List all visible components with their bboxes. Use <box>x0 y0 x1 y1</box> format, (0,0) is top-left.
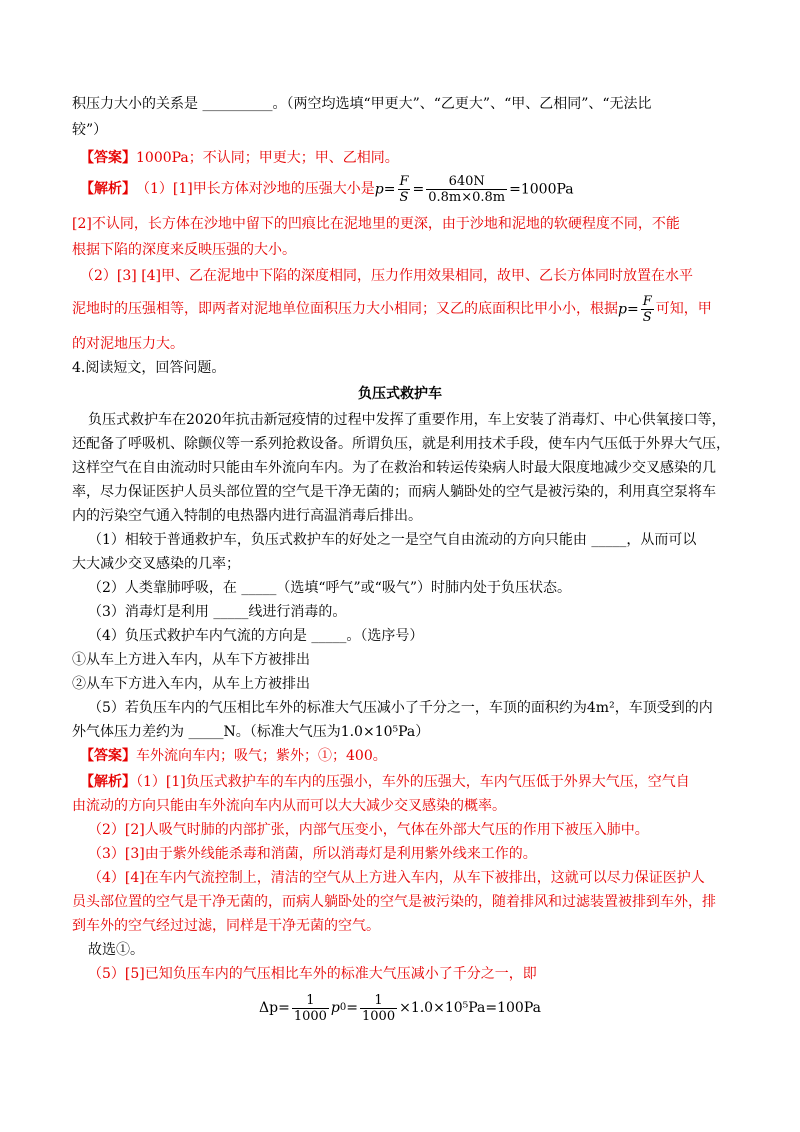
analysis-line <box>72 292 732 326</box>
fraction-denominator: S <box>642 309 652 325</box>
sub-question-5: （5）若负压车内的气压相比车外的标准大气压减小了千分之一，车顶的面积约为4m²，车顶受到的内 <box>88 700 713 716</box>
sub-question-2: （2）人类靠肺呼吸，在 _____（选填“呼气”或“吸气”）时肺内处于负压状态。 <box>88 580 571 596</box>
formula-symbol: p <box>374 181 384 197</box>
answer-line <box>80 148 740 168</box>
analysis-line: （2）[3] [4]甲、乙在泥地中下陷的深度相同，压力作用效果相同，故甲、乙长方体同时放置在水平 <box>80 268 694 284</box>
analysis-line: 到车外的空气经过过滤，同样是干净无菌的空气。 <box>72 918 380 934</box>
pressure-formula: p= $\frac{F}{S}$ = $\frac{640N}{0.8m\times 0.8m}$ =1000Pa <box>374 173 574 205</box>
analysis-tag: 【解析】 <box>80 181 136 197</box>
analysis-line <box>80 172 740 206</box>
fraction-numerator: 1 <box>374 992 383 1008</box>
sub-question-3: （3）消毒灯是利用 _____线进行消毒的。 <box>88 604 347 620</box>
analysis-line: 由流动的方向只能由车外流向车内从而可以大大减少交叉感染的概率。 <box>72 798 506 814</box>
answer-text: 车外流向车内；吸气；紫外；①；400。 <box>136 748 387 764</box>
analysis-line: （3）[3]由于紫外线能杀毒和消菌，所以消毒灯是利用紫外线来工作的。 <box>88 846 537 862</box>
sub-question-4: （4）负压式救护车内气流的方向是 _____。（选序号） <box>88 628 424 644</box>
passage-line: 这样空气在自由流动时只能由车外流向车内。为了在救治和转运传染病人时最大限度地减少交叉感染的几 <box>72 460 716 476</box>
formula-symbol: p <box>330 1000 340 1016</box>
fraction <box>292 993 329 1024</box>
analysis-line: 根据下陷的深度来反映压强的大小。 <box>72 242 296 258</box>
question-intro: 4.阅读短文，回答问题。 <box>72 360 226 376</box>
analysis-text: （1）[1]负压式救护车的车内的压强小，车外的压强大，车内气压低于外界大气压，空气自 <box>136 774 690 790</box>
option-1: ①从车上方进入车内，从车下方被排出 <box>72 652 310 668</box>
pressure-formula: p= $\frac{F}{S}$ <box>618 293 652 325</box>
fraction-numerator: F <box>642 293 652 309</box>
answer-text: 1000Pa；不认同；甲更大；甲、乙相同。 <box>136 150 399 166</box>
answer-line <box>80 746 740 766</box>
fraction-numerator: F <box>399 173 409 189</box>
formula-result: =1000Pa <box>509 181 574 197</box>
passage-line: 还配备了呼吸机、除颤仪等一系列抢救设备。所谓负压，就是利用技术手段，使车内气压低于外界大气压， <box>72 436 730 452</box>
analysis-tag: 【解析】 <box>80 774 136 790</box>
fraction-denominator: 1000 <box>362 1008 396 1024</box>
fraction-denominator: S <box>399 189 409 205</box>
analysis-line: [2]不认同，长方体在沙地中留下的凹痕比在泥地里的更深，由于沙地和泥地的软硬程度不同，不能 <box>72 216 680 232</box>
analysis-line: 的对泥地压力大。 <box>72 336 184 352</box>
passage-line: 率，尽力保证医护人员头部位置的空气是干净无菌的；而病人躺卧处的空气是被污染的，利用真空泵将车 <box>72 484 716 500</box>
formula-symbol: p <box>618 301 627 317</box>
sub-question-1: （1）相较于普通救护车，负压式救护车的好处之一是空气自由流动的方向只能由 _____，从而可以 <box>88 532 697 548</box>
formula-subscript: 0 <box>339 1002 347 1013</box>
fraction-denominator: 0.8m×0.8m <box>428 189 506 205</box>
analysis-line: （5）[5]已知负压车内的气压相比车外的标准大气压减小了千分之一，即 <box>88 966 537 982</box>
analysis-line <box>80 772 740 792</box>
formula-equals: = <box>346 1000 358 1016</box>
sub-question-1: 大大减少交叉感染的几率； <box>72 556 240 572</box>
analysis-text: 可知，甲 <box>655 301 712 317</box>
formula-lhs: Δp= <box>259 1000 290 1016</box>
analysis-text: 泥地时的压强相等，即两者对泥地单位面积压力大小相同；又乙的底面积比甲小小，根据 <box>72 301 618 317</box>
fraction-numerator: 1 <box>306 992 315 1008</box>
passage-line: 负压式救护车在2020年抗击新冠疫情的过程中发挥了重要作用，车上安装了消毒灯、中心供氧接口等， <box>88 412 726 428</box>
answer-tag: 【答案】 <box>80 748 136 764</box>
analysis-line: （4）[4]在车内气流控制上，清洁的空气从上方进入车内，从车下被排出，这就可以尽力保证医护人 <box>88 870 705 886</box>
fraction <box>426 174 507 205</box>
text-line: 积压力大小的关系是 __________。（两空均选填“甲更大”、“乙更大”、“甲、乙相同”、“无法比 <box>72 96 652 112</box>
fraction <box>641 294 654 325</box>
analysis-line: （2）[2]人吸气时肺的内部扩张，内部气压变小，气体在外部大气压的作用下被压入肺中。 <box>88 822 649 838</box>
answer-tag: 【答案】 <box>80 150 136 166</box>
pressure-difference-formula <box>0 988 800 1028</box>
fraction <box>397 174 410 205</box>
passage-line: 内的污染空气通入特制的电热器内进行高温消毒后排出。 <box>72 508 422 524</box>
text-line: 较”） <box>72 122 108 138</box>
fraction <box>360 993 397 1024</box>
fraction-numerator: 640N <box>448 173 485 189</box>
passage-title: 负压式救护车 <box>358 386 442 402</box>
conclusion-line: 故选①。 <box>88 942 144 958</box>
option-2: ②从车下方进入车内，从车上方被排出 <box>72 676 310 692</box>
sub-question-5: 外气体压力差约为 _____N。（标准大气压为1.0×10⁵Pa） <box>72 724 430 740</box>
formula-result: ×1.0×10⁵Pa=100Pa <box>399 1000 541 1016</box>
analysis-line: 员头部位置的空气是干净无菌的，而病人躺卧处的空气是被污染的，随着排风和过滤装置被排到车外，排 <box>72 894 716 910</box>
analysis-text: （1）[1]甲长方体对沙地的压强大小是 <box>136 181 375 197</box>
fraction-denominator: 1000 <box>293 1008 327 1024</box>
